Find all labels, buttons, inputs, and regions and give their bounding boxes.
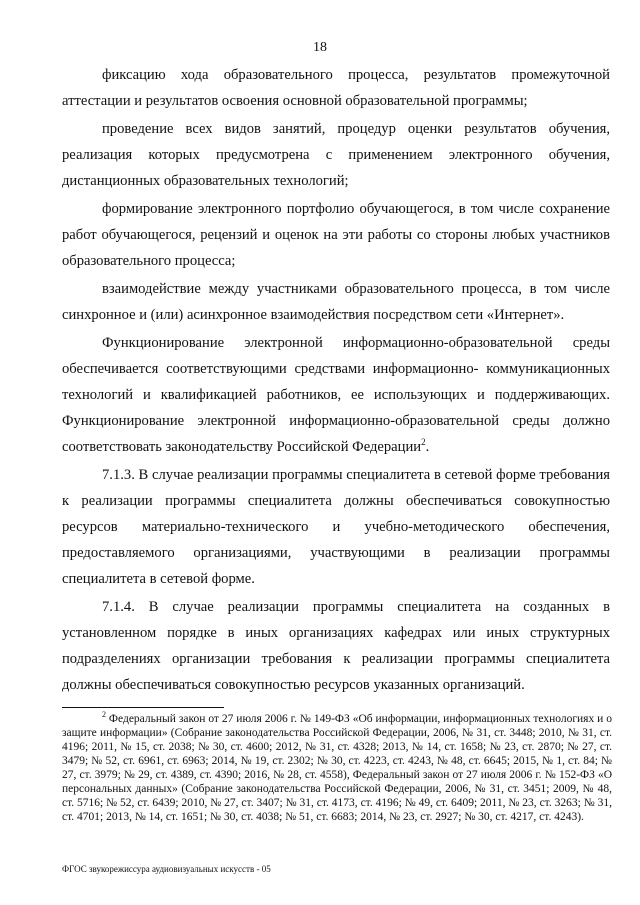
paragraph: взаимодействие между участниками образовательного процесса, в том числе синхронное и (или) асинхронное взаимодействия посредством сети «Интернет».: [62, 281, 610, 323]
footnote-divider: [62, 707, 224, 708]
paragraph: формирование электронного портфолио обучающегося, в том числе сохранение работ обучающегося, рецензий и оценок на эти работы со стороны любых участников образовательного процесса;: [62, 201, 610, 269]
paragraph: проведение всех видов занятий, процедур оценки результатов обучения, реализация которых предусмотрена с применением электронного обучения, дистанционных образовательных технологий;: [62, 121, 610, 189]
paragraph: 7.1.3. В случае реализации программы специалитета в сетевой форме требования к реализации программы специалитета должны обеспечиваться совокупностью ресурсов материально-технического и учебно-методического обеспечения, предоставляемого организациями, участвующими в реализации программы специалитета в сетевой форме.: [62, 467, 610, 587]
paragraph-end: .: [425, 439, 430, 455]
paragraph-text: Функционирование электронной информационно-образовательной среды обеспечивается соответствующими средствами информационно- коммуникационных технологий и квалификацией работников, ее использующих и поддерживающих. Функционирование электронной информационно-образовательной среды должно соответствовать законодательству Российской Федерации: [62, 335, 610, 455]
paragraph: 7.1.4. В случае реализации программы специалитета на созданных в установленном порядке в иных организациях кафедрах или иных структурных подразделениях организации требования к реализации программы специалитета должны обеспечиваться совокупностью ресурсов указанных организаций.: [62, 599, 610, 693]
footnote-text: Федеральный закон от 27 июля 2006 г. № 149-ФЗ «Об информации, информационных технологиях и о защите информации» (Собрание законодательства Российской Федерации, 2006, № 31, ст. 3448; 2010, № 31, ст. 4196; 2011, № 15, ст. 2038; № 30, ст. 4600; 2012, № 31, ст. 4328; 2013, № 14, ст. 1658; № 23, ст. 2870; № 27, ст. 3479; № 52, ст. 6961, ст. 6963; 2014, № 19, ст. 2302; № 30, ст. 4223, ст. 4243, № 48, ст. 6645; 2015, № 1, ст. 84; № 27, ст. 3979; № 29, ст. 4389, ст. 4390; 2016, № 28, ст. 4558), Федеральный закон от 27 июля 2006 г. № 152-ФЗ «О персональных данных» (Собрание законодательства Российской Федерации, 2006, № 31, ст. 3451; 2009, № 48, ст. 5716; № 52, ст. 6439; 2010, № 27, ст. 3407; № 31, ст. 4173, ст. 4196; № 49, ст. 6409; 2011, № 23, ст. 3263; № 31, ст. 4701; 2013, № 14, ст. 1651; № 30, ст. 4038; № 51, ст. 6683; 2014, № 23, ст. 2927; № 30, ст. 4217, ст. 4243).: [62, 713, 612, 823]
paragraph-with-footnote: [62, 330, 610, 460]
document-code: ФГОС звукорежиссура аудиовизуальных искусств - 05: [62, 864, 271, 874]
footnote-reference[interactable]: 2: [421, 437, 426, 448]
page-number: 18: [313, 40, 327, 55]
paragraph: фиксацию хода образовательного процесса, результатов промежуточной аттестации и результатов освоения основной образовательной программы;: [62, 67, 610, 109]
footnote-marker: 2: [102, 710, 106, 720]
footnote: [62, 712, 612, 824]
body-text: [62, 62, 610, 698]
